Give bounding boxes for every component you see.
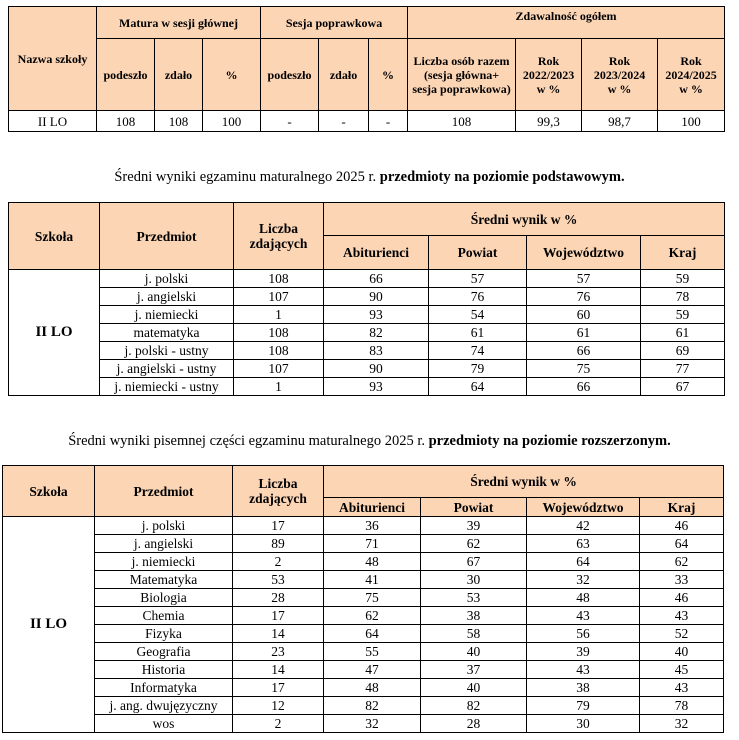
cell-subject: wos — [95, 715, 233, 733]
cell-count: 108 — [234, 342, 324, 360]
cell-county: 62 — [421, 535, 527, 553]
cell-voivodeship: 66 — [527, 378, 641, 396]
cell-makeup-passed: - — [319, 111, 369, 132]
table-row — [9, 306, 725, 324]
cell-school: II LO — [9, 270, 100, 396]
caption-basic-plain: Średni wyniki egzaminu maturalnego 2025 r. — [114, 169, 380, 185]
cell-voivodeship: 76 — [527, 288, 641, 306]
cell-graduates: 90 — [324, 288, 429, 306]
header-county: Powiat — [421, 498, 527, 517]
cell-voivodeship: 64 — [527, 553, 640, 571]
table-row — [3, 535, 724, 553]
table-row — [9, 360, 725, 378]
extended-level-table — [2, 465, 724, 733]
cell-county: 79 — [429, 360, 527, 378]
cell-count: 108 — [234, 270, 324, 288]
header-main-passed: zdało — [155, 39, 203, 111]
cell-county: 64 — [429, 378, 527, 396]
cell-count: 53 — [233, 571, 324, 589]
cell-count: 17 — [233, 517, 324, 535]
header-voivodeship: Województwo — [527, 498, 640, 517]
cell-country: 69 — [641, 342, 725, 360]
cell-county: 67 — [421, 553, 527, 571]
cell-count: 2 — [233, 553, 324, 571]
cell-voivodeship: 60 — [527, 306, 641, 324]
pass-rate-table — [8, 6, 725, 132]
header-makeup-passed: zdało — [319, 39, 369, 111]
header-overall: Zdawalność ogółem — [408, 7, 725, 39]
cell-country: 67 — [641, 378, 725, 396]
cell-country: 64 — [640, 535, 724, 553]
cell-subject: j. polski - ustny — [100, 342, 234, 360]
header-graduates: Abiturienci — [324, 236, 429, 270]
cell-subject: j. polski — [100, 270, 234, 288]
table-row — [3, 571, 724, 589]
cell-school: II LO — [3, 517, 95, 733]
table-row — [3, 661, 724, 679]
cell-country: 45 — [640, 661, 724, 679]
header-main-approached: podeszło — [97, 39, 155, 111]
cell-graduates: 93 — [324, 378, 429, 396]
cell-graduates: 66 — [324, 270, 429, 288]
table-row — [9, 288, 725, 306]
header-country: Kraj — [641, 236, 725, 270]
cell-country: 59 — [641, 306, 725, 324]
cell-country: 32 — [640, 715, 724, 733]
cell-voivodeship: 56 — [527, 625, 640, 643]
cell-subject: j. angielski — [100, 288, 234, 306]
header-total-people: Liczba osób razem (sesja główna+ sesja poprawkowa) — [408, 39, 516, 111]
cell-subject: j. angielski — [95, 535, 233, 553]
cell-county: 53 — [421, 589, 527, 607]
cell-graduates: 82 — [324, 697, 421, 715]
table-row — [9, 111, 725, 132]
cell-county: 82 — [421, 697, 527, 715]
cell-country: 46 — [640, 517, 724, 535]
table-row — [3, 553, 724, 571]
cell-county: 28 — [421, 715, 527, 733]
header-year-2022: Rok 2022/2023 w % — [516, 39, 582, 111]
header-avg: Średni wynik w % — [324, 466, 724, 498]
cell-county: 61 — [429, 324, 527, 342]
table-row — [3, 643, 724, 661]
cell-count: 14 — [233, 625, 324, 643]
cell-country: 40 — [640, 643, 724, 661]
cell-voivodeship: 66 — [527, 342, 641, 360]
cell-graduates: 82 — [324, 324, 429, 342]
cell-subject: j. niemiecki - ustny — [100, 378, 234, 396]
header-graduates: Abiturienci — [324, 498, 421, 517]
cell-school: II LO — [9, 111, 97, 132]
cell-graduates: 75 — [324, 589, 421, 607]
caption-basic-bold: przedmioty na poziomie podstawowym. — [379, 169, 625, 185]
table-row — [3, 589, 724, 607]
cell-voivodeship: 38 — [527, 679, 640, 697]
cell-count: 14 — [233, 661, 324, 679]
cell-subject: j. niemiecki — [95, 553, 233, 571]
basic-level-table — [8, 202, 725, 396]
cell-county: 54 — [429, 306, 527, 324]
cell-total: 108 — [408, 111, 516, 132]
header-main-session: Matura w sesji głównej — [97, 7, 261, 39]
cell-country: 61 — [641, 324, 725, 342]
cell-graduates: 48 — [324, 553, 421, 571]
cell-graduates: 64 — [324, 625, 421, 643]
cell-voivodeship: 48 — [527, 589, 640, 607]
cell-county: 37 — [421, 661, 527, 679]
table-row — [9, 324, 725, 342]
cell-count: 89 — [233, 535, 324, 553]
header-country: Kraj — [640, 498, 724, 517]
cell-count: 1 — [234, 378, 324, 396]
table-row — [3, 679, 724, 697]
cell-graduates: 62 — [324, 607, 421, 625]
cell-voivodeship: 42 — [527, 517, 640, 535]
cell-graduates: 48 — [324, 679, 421, 697]
header-main-percent: % — [203, 39, 261, 111]
table-row — [3, 607, 724, 625]
cell-county: 40 — [421, 643, 527, 661]
cell-voivodeship: 39 — [527, 643, 640, 661]
cell-county: 58 — [421, 625, 527, 643]
cell-main-passed: 108 — [155, 111, 203, 132]
header-school: Szkoła — [3, 466, 95, 517]
cell-count: 107 — [234, 360, 324, 378]
cell-subject: Geografia — [95, 643, 233, 661]
cell-makeup-approached: - — [261, 111, 319, 132]
cell-graduates: 90 — [324, 360, 429, 378]
header-makeup-approached: podeszło — [261, 39, 319, 111]
table-row — [9, 270, 725, 288]
cell-voivodeship: 61 — [527, 324, 641, 342]
cell-subject: Matematyka — [95, 571, 233, 589]
cell-county: 38 — [421, 607, 527, 625]
cell-country: 46 — [640, 589, 724, 607]
cell-count: 1 — [234, 306, 324, 324]
table-row — [3, 517, 724, 535]
cell-country: 43 — [640, 679, 724, 697]
header-year-2023: Rok 2023/2024 w % — [582, 39, 658, 111]
cell-subject: Informatyka — [95, 679, 233, 697]
header-count: Liczba zdających — [233, 466, 324, 517]
cell-voivodeship: 63 — [527, 535, 640, 553]
cell-subject: Historia — [95, 661, 233, 679]
cell-subject: Biologia — [95, 589, 233, 607]
table-row — [3, 625, 724, 643]
header-school: Szkoła — [9, 203, 100, 270]
cell-subject: j. ang. dwujęzyczny — [95, 697, 233, 715]
cell-country: 33 — [640, 571, 724, 589]
cell-count: 12 — [233, 697, 324, 715]
cell-voivodeship: 32 — [527, 571, 640, 589]
cell-county: 40 — [421, 679, 527, 697]
header-count: Liczba zdających — [234, 203, 324, 270]
cell-y2024: 100 — [658, 111, 725, 132]
cell-voivodeship: 79 — [527, 697, 640, 715]
cell-graduates: 47 — [324, 661, 421, 679]
cell-y2023: 98,7 — [582, 111, 658, 132]
cell-voivodeship: 30 — [527, 715, 640, 733]
table-row — [3, 697, 724, 715]
header-makeup-session: Sesja poprawkowa — [261, 7, 408, 39]
cell-main-percent: 100 — [203, 111, 261, 132]
cell-count: 107 — [234, 288, 324, 306]
cell-county: 39 — [421, 517, 527, 535]
cell-graduates: 32 — [324, 715, 421, 733]
cell-count: 108 — [234, 324, 324, 342]
caption-extended-level — [0, 432, 739, 450]
cell-voivodeship: 75 — [527, 360, 641, 378]
cell-graduates: 36 — [324, 517, 421, 535]
cell-country: 62 — [640, 553, 724, 571]
cell-graduates: 55 — [324, 643, 421, 661]
header-avg: Średni wynik w % — [324, 203, 725, 236]
cell-country: 59 — [641, 270, 725, 288]
cell-voivodeship: 57 — [527, 270, 641, 288]
cell-graduates: 41 — [324, 571, 421, 589]
cell-graduates: 71 — [324, 535, 421, 553]
cell-subject: Chemia — [95, 607, 233, 625]
header-year-2024: Rok 2024/2025 w % — [658, 39, 725, 111]
cell-makeup-percent: - — [369, 111, 408, 132]
header-makeup-percent: % — [369, 39, 408, 111]
cell-country: 78 — [641, 288, 725, 306]
cell-subject: j. niemiecki — [100, 306, 234, 324]
cell-country: 77 — [641, 360, 725, 378]
cell-count: 17 — [233, 607, 324, 625]
cell-country: 78 — [640, 697, 724, 715]
table-row — [3, 715, 724, 733]
cell-count: 2 — [233, 715, 324, 733]
header-county: Powiat — [429, 236, 527, 270]
caption-extended-plain: Średni wyniki pisemnej części egzaminu maturalnego 2025 r. — [68, 433, 429, 449]
cell-county: 57 — [429, 270, 527, 288]
cell-county: 76 — [429, 288, 527, 306]
cell-count: 23 — [233, 643, 324, 661]
cell-voivodeship: 43 — [527, 661, 640, 679]
cell-subject: Fizyka — [95, 625, 233, 643]
cell-graduates: 93 — [324, 306, 429, 324]
cell-subject: j. polski — [95, 517, 233, 535]
cell-main-approached: 108 — [97, 111, 155, 132]
caption-basic-level — [0, 168, 739, 186]
cell-y2022: 99,3 — [516, 111, 582, 132]
header-school-name: Nazwa szkoły — [9, 7, 97, 111]
cell-graduates: 83 — [324, 342, 429, 360]
header-voivodeship: Województwo — [527, 236, 641, 270]
cell-county: 74 — [429, 342, 527, 360]
cell-voivodeship: 43 — [527, 607, 640, 625]
cell-count: 28 — [233, 589, 324, 607]
cell-count: 17 — [233, 679, 324, 697]
cell-country: 52 — [640, 625, 724, 643]
header-subject: Przedmiot — [95, 466, 233, 517]
caption-extended-bold: przedmioty na poziomie rozszerzonym. — [428, 433, 671, 449]
table-row — [9, 378, 725, 396]
cell-subject: matematyka — [100, 324, 234, 342]
cell-country: 43 — [640, 607, 724, 625]
cell-county: 30 — [421, 571, 527, 589]
table-row — [9, 342, 725, 360]
cell-subject: j. angielski - ustny — [100, 360, 234, 378]
header-subject: Przedmiot — [100, 203, 234, 270]
